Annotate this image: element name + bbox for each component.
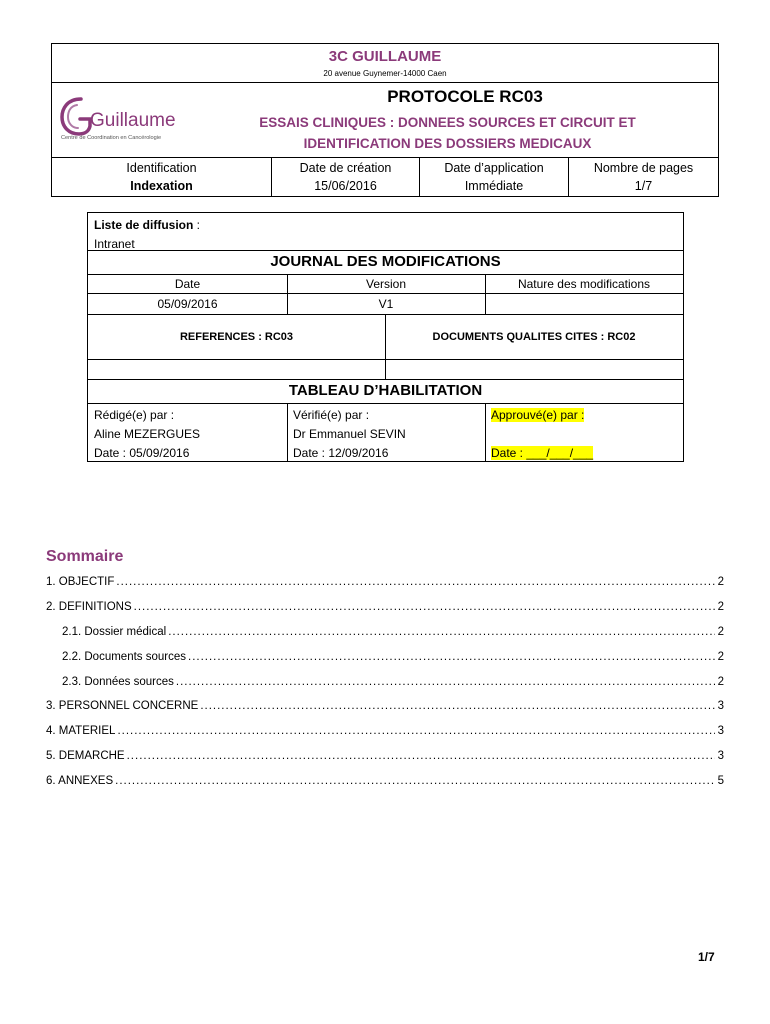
habilitation-redige: [94, 404, 284, 461]
meta-label: Date de création: [299, 161, 392, 175]
meta-identification: [52, 158, 272, 197]
journal-title: JOURNAL DES MODIFICATIONS: [270, 253, 501, 270]
redige-label: Rédigé(e) par :: [94, 408, 175, 422]
org-name: 3C GUILLAUME: [328, 48, 442, 65]
references-empty-row: [88, 360, 683, 380]
meta-creation-date: [272, 158, 420, 197]
journal-col-version: Version: [365, 277, 407, 291]
habilitation-approuve: [491, 404, 683, 461]
verifie-name: Dr Emmanuel SEVIN: [293, 427, 406, 441]
journal-row-version: V1: [378, 297, 394, 311]
references-row: [88, 315, 683, 360]
document-control-table: [87, 212, 684, 462]
protocol-subtitle-line2: IDENTIFICATION DES DOSSIERS MEDICAUX: [303, 136, 592, 151]
meta-value: Immédiate: [464, 179, 524, 193]
habilitation-title-row: [88, 380, 683, 404]
toc-item-dossier-medical[interactable]: 2.1. Dossier médical ..... 2: [46, 620, 724, 645]
diffusion-row: [88, 213, 683, 251]
journal-row-date: 05/09/2016: [157, 297, 218, 311]
meta-label: Date d’application: [444, 161, 544, 175]
journal-row-nature: [485, 294, 683, 314]
habilitation-body: [88, 404, 683, 461]
meta-value: Indexation: [130, 179, 193, 193]
toc-item-annexes[interactable]: 6. ANNEXES ..... 5: [46, 768, 724, 793]
protocol-subtitle: [177, 112, 718, 154]
habilitation-title: TABLEAU D’HABILITATION: [288, 382, 483, 399]
journal-title-row: [88, 251, 683, 275]
references-left: REFERENCES : RC03: [179, 331, 294, 343]
page-number: 1/7: [698, 950, 715, 964]
approuve-date: Date : ___/___/___: [491, 446, 594, 460]
toc-item-personnel-concerne[interactable]: 3. PERSONNEL CONCERNE ..... 3: [46, 694, 724, 719]
journal-col-date: Date: [174, 277, 201, 291]
title-cell: [52, 83, 719, 158]
toc-item-donnees-sources[interactable]: 2.3. Données sources ..... 2: [46, 669, 724, 694]
diffusion-value: Intranet: [94, 237, 135, 251]
habilitation-verifie: [293, 404, 483, 461]
diffusion-colon: :: [193, 218, 201, 232]
meta-page-count: [569, 158, 719, 197]
toc-item-materiel[interactable]: 4. MATERIEL ..... 3: [46, 719, 724, 744]
diffusion-label: Liste de diffusion: [94, 218, 194, 232]
toc-item-demarche[interactable]: 5. DEMARCHE ..... 3: [46, 744, 724, 769]
meta-value: 15/06/2016: [314, 179, 377, 193]
journal-header-row: [88, 275, 683, 294]
journal-col-nature: Nature des modifications: [517, 277, 651, 291]
verifie-label: Vérifié(e) par :: [293, 408, 370, 422]
redige-date: Date : 05/09/2016: [94, 446, 190, 460]
org-address: 20 avenue Guynemer-14000 Caen: [323, 69, 447, 78]
references-right: DOCUMENTS QUALITES CITES : RC02: [432, 331, 636, 343]
document-header: [51, 43, 719, 197]
meta-value: 1/7: [634, 179, 653, 193]
guillaume-logo-icon: [59, 93, 177, 141]
svg-text:Centre de Coordination en Canc: Centre de Coordination en Cancérologie: [61, 135, 162, 141]
protocol-subtitle-line1: ESSAIS CLINIQUES : DONNEES SOURCES ET CIRCUIT ET: [259, 115, 636, 130]
toc-item-definitions[interactable]: 2. DEFINITIONS ..... 2: [46, 595, 724, 620]
verifie-date: Date : 12/09/2016: [293, 446, 389, 460]
protocol-title: PROTOCOLE RC03: [387, 87, 543, 106]
meta-label: Nombre de pages: [593, 161, 694, 175]
redige-name: Aline MEZERGUES: [94, 427, 201, 441]
svg-text:Guillaume: Guillaume: [90, 110, 176, 131]
sommaire-title: Sommaire: [46, 548, 124, 565]
org-cell: [52, 44, 719, 83]
meta-label: Identification: [126, 161, 197, 175]
toc-item-documents-sources[interactable]: 2.2. Documents sources ..... 2: [46, 644, 724, 669]
journal-data-row: [88, 294, 683, 315]
meta-application-date: [420, 158, 569, 197]
table-of-contents: [46, 570, 724, 793]
approuve-label: Approuvé(e) par :: [491, 408, 585, 422]
toc-item-objectif[interactable]: 1. OBJECTIF ..... 2: [46, 570, 724, 595]
